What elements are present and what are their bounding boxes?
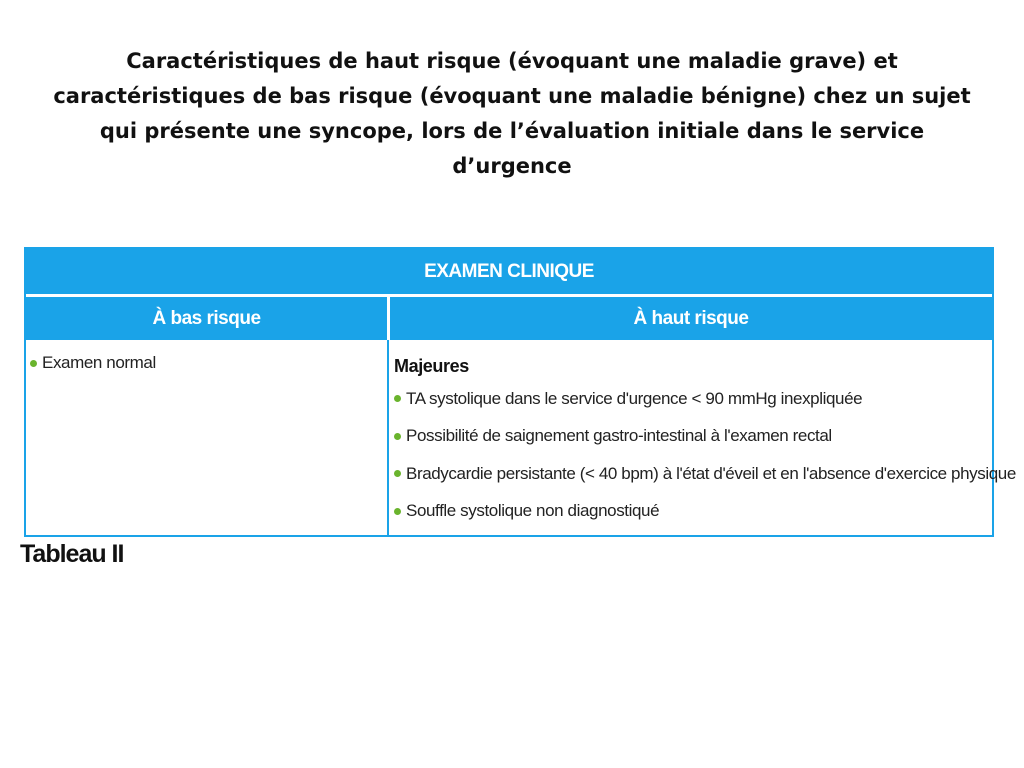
clinical-exam-table	[24, 247, 1016, 537]
list-item	[30, 349, 380, 377]
table-header: EXAMEN CLINIQUE	[26, 249, 992, 294]
bullet-icon	[30, 360, 37, 367]
bullet-icon	[394, 470, 401, 477]
list-item-text: Bradycardie persistante (< 40 bpm) à l'état d'éveil et en l'absence d'exercice physique	[406, 463, 1016, 483]
list-item	[394, 380, 984, 418]
page-title: Caractéristiques de haut risque (évoquant une maladie grave) et caractéristiques de bas risque (évoquant une maladie bénigne) chez un sujet qui présente une syncope, lors de l’évaluation initiale dans le service d’urgence	[53, 49, 971, 178]
bullet-icon	[394, 508, 401, 515]
list-item-text: Souffle systolique non diagnostiqué	[406, 501, 660, 521]
low-risk-cell	[30, 349, 380, 377]
section-heading: Majeures	[394, 355, 469, 376]
list-item	[394, 455, 1016, 493]
column-header-low-risk: À bas risque	[26, 297, 387, 340]
list-item-text: Examen normal	[42, 353, 156, 372]
column-divider	[387, 340, 389, 535]
bullet-icon	[394, 433, 401, 440]
list-item-text: Possibilité de saignement gastro-intestinal à l'examen rectal	[406, 426, 832, 446]
list-item	[394, 493, 984, 531]
table-caption: Tableau II	[20, 540, 124, 568]
bullet-icon	[394, 395, 401, 402]
list-item	[394, 418, 984, 456]
high-risk-cell	[394, 352, 1016, 530]
list-item-text: TA systolique dans le service d'urgence < 90 mmHg inexpliquée	[406, 388, 863, 408]
column-header-high-risk: À haut risque	[390, 297, 992, 340]
